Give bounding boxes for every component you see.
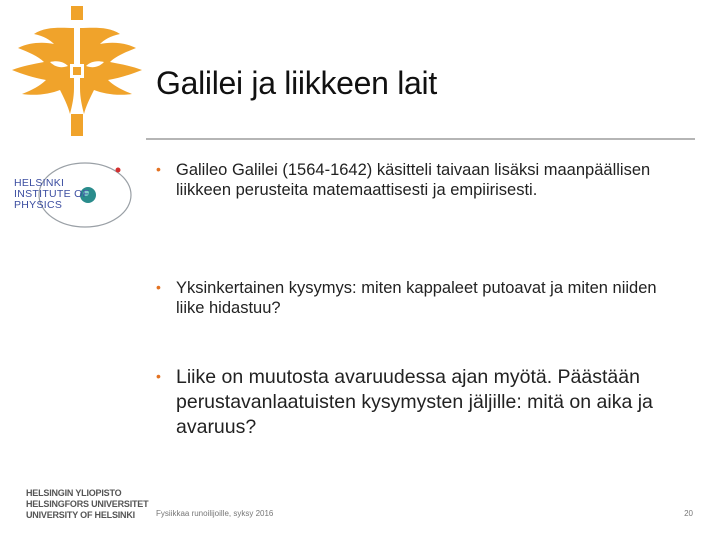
page-number: 20 bbox=[684, 509, 693, 518]
bullet-text: Liike on muutosta avaruudessa ajan myötä. Päästään perustavanlaatuisten kysymysten jäljille: mitä on aika ja avaruus? bbox=[176, 366, 653, 438]
institute-line-1: HELSINKI bbox=[14, 177, 65, 189]
bullet-text: Yksinkertainen kysymys: miten kappaleet putoavat ja miten niiden liike hidastuu? bbox=[176, 279, 657, 317]
university-name bbox=[26, 488, 148, 521]
institute-line-2: INSTITUTE OF bbox=[14, 188, 90, 200]
footer-course: Fysiikkaa runoilijoille, syksy 2016 bbox=[156, 509, 274, 518]
university-name-fi: HELSINGIN YLIOPISTO bbox=[26, 488, 122, 498]
slide-title: Galilei ja liikkeen lait bbox=[156, 65, 437, 102]
title-divider bbox=[146, 138, 695, 140]
institute-line-3: PHYSICS bbox=[14, 199, 63, 211]
university-name-sv: HELSINGFORS UNIVERSITET bbox=[26, 499, 149, 509]
bullet-marker: • bbox=[156, 161, 161, 177]
university-flame-logo bbox=[4, 2, 144, 142]
bullet-text: Galileo Galilei (1564-1642) käsitteli taivaan lisäksi maanpäällisen liikkeen perusteita matemaattisesti ja empiirisesti. bbox=[176, 161, 651, 199]
institute-logo-text bbox=[14, 178, 89, 211]
bullet-marker: • bbox=[156, 368, 161, 384]
university-name-en: UNIVERSITY OF HELSINKI bbox=[26, 510, 135, 520]
bullet-marker: • bbox=[156, 279, 161, 295]
